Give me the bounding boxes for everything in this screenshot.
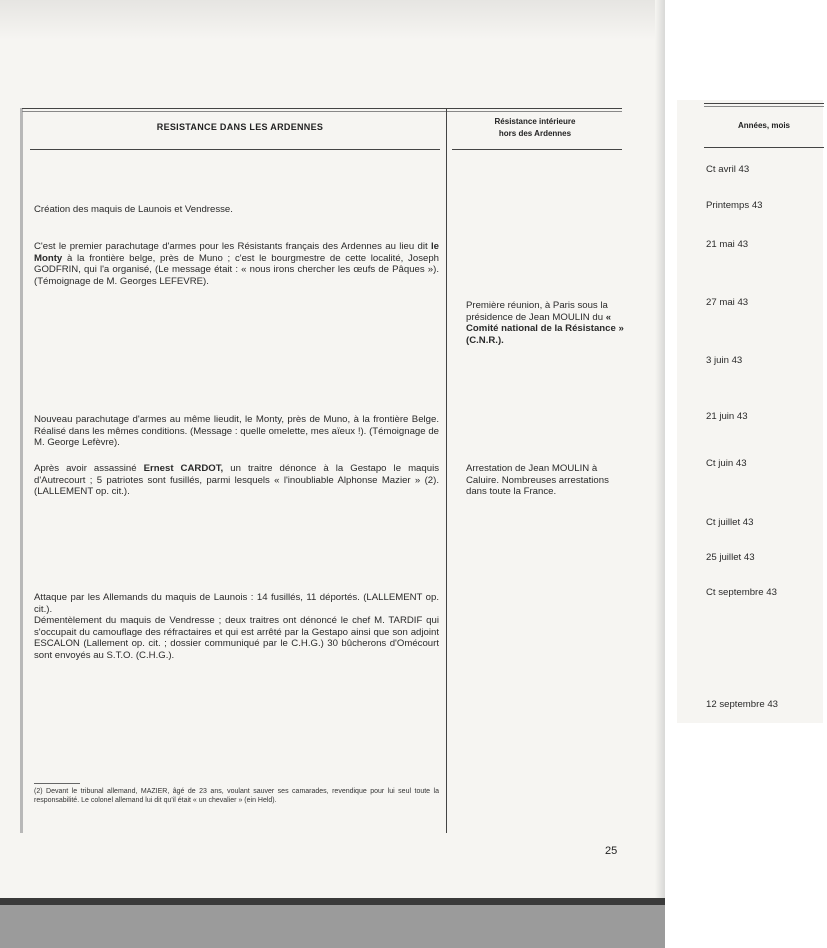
date-ct-juin-43: Ct juin 43	[706, 458, 747, 469]
left-margin-bar	[20, 108, 23, 833]
table-top-rule-2	[22, 111, 622, 112]
header-ardennes: RESISTANCE DANS LES ARDENNES	[156, 122, 324, 132]
entry-text-part: un traitre dénonce à la Gestapo le maquis d'Autrecourt ; 5 patriotes sont fusillés, parmi lesquels « l'inoubliable Alphonse Mazier » (2). (LALLEMENT op. cit.).	[34, 463, 439, 497]
entry-text-part: Première réunion, à Paris sous la présidence de Jean MOULIN du	[466, 300, 608, 323]
date-12-septembre-43: 12 septembre 43	[706, 699, 778, 710]
footnote-rule	[34, 783, 80, 784]
header-dates: Années, mois	[737, 121, 790, 130]
name-ernest-cardot: Ernest CARDOT,	[143, 463, 224, 474]
header-interieure-line1: Résistance intérieure	[494, 117, 576, 126]
entry-attaque-launois: Attaque par les Allemands du maquis de Launois : 14 fusillés, 11 déportés. (LALLEMENT op. cit.).	[34, 592, 439, 615]
dates-header-rule	[704, 147, 824, 148]
header-interieure-line2: hors des Ardennes	[498, 129, 572, 138]
footnote: (2) Devant le tribunal allemand, MAZIER, âgé de 23 ans, voulant sauver ses camarades, revendique pour lui seul toute la responsabilité. Le colonel allemand lui dit qu'il était « un chevalier » (ein Held).	[34, 788, 439, 804]
entry-vendresse: Démentèlement du maquis de Vendresse ; deux traitres ont dénoncé le chef M. TARDIF qui s'occupait du camouflage des réfractaires et qui est arrêté par la Gestapo ainsi que son adjoint ESCALON (Lallement op. cit. ; dossier communiqué par le C.H.G.) 30 bûcherons d'Omécourt sont envoyés au S.T.O. (C.H.G.).	[34, 615, 439, 661]
entry-cnr	[466, 300, 624, 346]
entry-text-part: C'est le premier parachutage d'armes pour les Résistants français des Ardennes au lieu dit	[34, 241, 428, 252]
scanner-background	[0, 905, 665, 948]
column-divider	[446, 108, 447, 833]
dates-top-rule-2	[704, 106, 824, 107]
entry-cardot	[34, 463, 439, 498]
entry-text-part: à la frontière belge, près de Muno ; c'est le bourgmestre de cette localité, Joseph GODFRIN, qui l'a organisé, (Le message était : « nous irons chercher les œufs de Pâques »). (Témoignage de M. Georges LEFEVRE).	[34, 252, 439, 287]
header-rule-left	[30, 149, 440, 150]
date-21-mai-43: 21 mai 43	[706, 239, 749, 250]
entry-premier-parachutage	[34, 241, 439, 287]
place-le-monty: le Monty	[34, 241, 439, 264]
entry-arrestation-moulin: Arrestation de Jean MOULIN à Caluire. Nombreuses arrestations dans toute la France.	[466, 463, 609, 497]
page-number: 25	[605, 845, 618, 857]
date-21-juin-43: 21 juin 43	[706, 411, 748, 422]
date-ct-avril-43: Ct avril 43	[706, 164, 750, 175]
date-ct-septembre-43: Ct septembre 43	[706, 587, 777, 598]
dates-top-rule	[704, 103, 824, 104]
entry-text-part: Après avoir assassiné	[34, 463, 137, 474]
table-top-rule	[22, 108, 622, 109]
page-edge	[655, 0, 665, 905]
page-shadow	[0, 0, 665, 40]
entry-creation-maquis: Création des maquis de Launois et Vendresse.	[34, 204, 233, 215]
date-25-juillet-43: 25 juillet 43	[706, 552, 755, 563]
date-ct-juillet-43: Ct juillet 43	[706, 517, 754, 528]
date-printemps-43: Printemps 43	[706, 200, 763, 211]
date-3-juin-43: 3 juin 43	[706, 355, 743, 366]
date-27-mai-43: 27 mai 43	[706, 297, 749, 308]
header-rule-right	[452, 149, 622, 150]
cnr-name: « Comité national de la Résistance » (C.N.R.).	[466, 311, 624, 346]
entry-nouveau-parachutage: Nouveau parachutage d'armes au même lieudit, le Monty, près de Muno, à la frontière Belge. Réalisé dans les mêmes conditions. (Message : quelle omelette, mes aïeux !). (Témoignage de M. George Lefèvre).	[34, 414, 439, 448]
dates-panel	[677, 100, 823, 723]
